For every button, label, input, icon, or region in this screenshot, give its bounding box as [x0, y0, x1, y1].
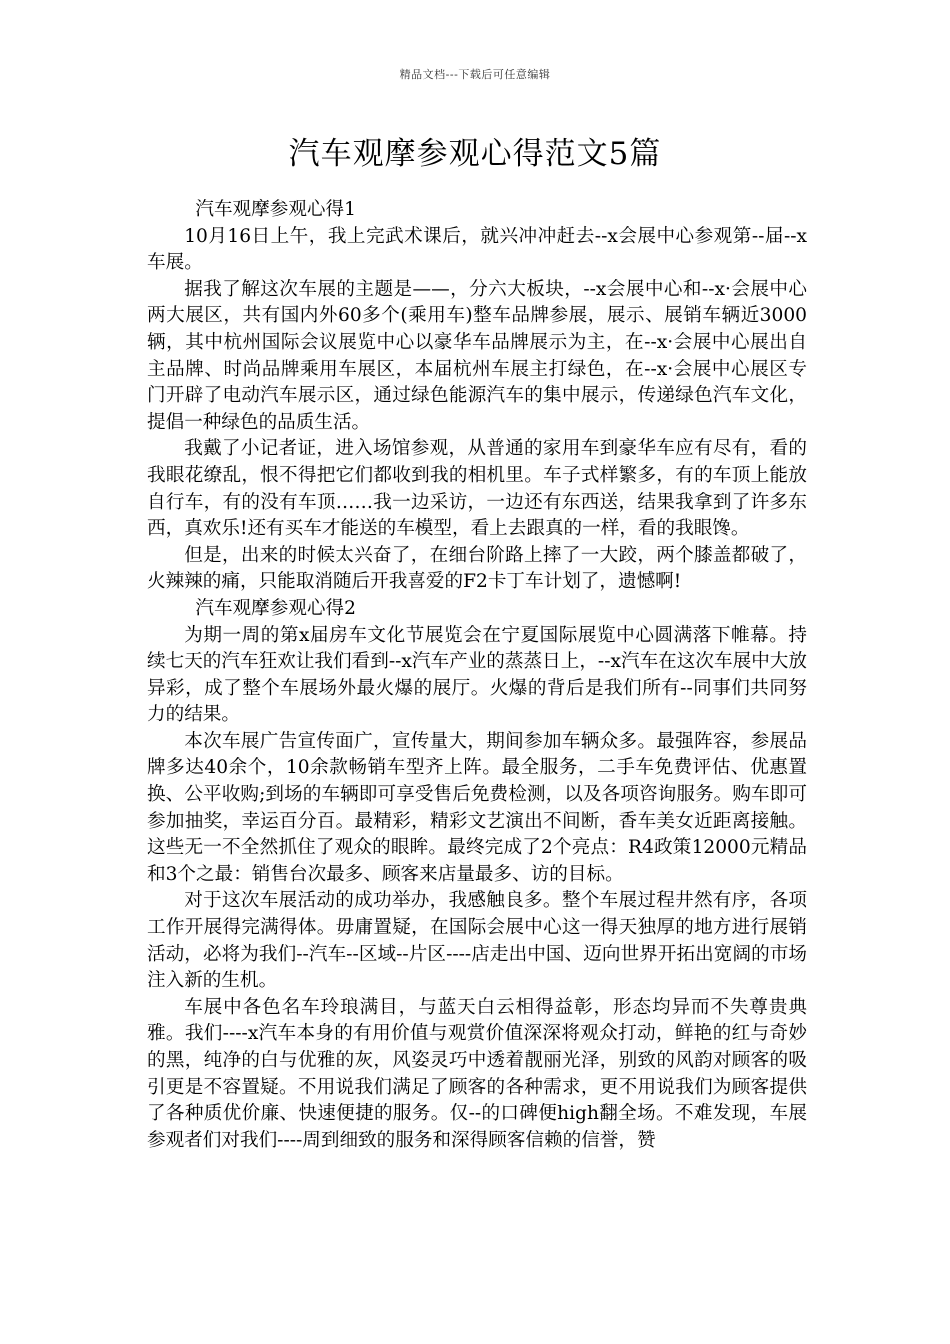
paragraph: 据我了解这次车展的主题是——，分六大板块，--x会展中心和--x·会展中心两大展区，共有国内外60多个(乘用车)整车品牌参展，展示、展销车辆近3000辆，其中杭州国际会议展览中心以豪华车品牌展示为主，在--x·会展中心展出自主品牌、时尚品牌乘用车展区，本届杭州车展主打绿色，在--x·会展中心展区专门开辟了电动汽车展示区，通过绿色能源汽车的集中展示，传递绿色汽车文化，提倡一种绿色的品质生活。	[147, 278, 807, 433]
paragraph: 我戴了小记者证，进入场馆参观，从普通的家用车到豪华车应有尽有，看的我眼花缭乱，恨不得把它们都收到我的相机里。车子式样繁多，有的车顶上能放自行车，有的没有车顶……我一边采访，一边还有东西送，结果我拿到了许多东西，真欢乐!还有买车才能送的车模型，看上去跟真的一样，看的我眼馋。	[147, 438, 807, 540]
paragraph: 本次车展广告宣传面广，宣传量大，期间参加车辆众多。最强阵容，参展品牌多达40余个，10余款畅销车型齐上阵。最全服务，二手车免费评估、优惠置换、公平收购;到场的车辆即可享受售后免费检测，以及各项咨询服务。购车即可参加抽奖，幸运百分百。最精彩，精彩文艺演出不间断，香车美女近距离接触。这些无一不全然抓住了观众的眼眸。最终完成了2个亮点：R4政策12000元精品和3个之最：销售台次最多、顾客来店量最多、访的目标。	[147, 730, 807, 885]
paragraph: 为期一周的第x届房车文化节展览会在宁夏国际展览中心圆满落下帷幕。持续七天的汽车狂欢让我们看到--x汽车产业的蒸蒸日上，--x汽车在这次车展中大放异彩，成了整个车展场外最火爆的展厅。火爆的背后是我们所有--同事们共同努力的结果。	[147, 624, 807, 726]
section-heading-1: 汽车观摩参观心得1	[195, 199, 356, 220]
document-body	[147, 197, 807, 1154]
paragraph: 但是，出来的时候太兴奋了，在细台阶路上摔了一大跤，两个膝盖都破了，火辣辣的痛，只能取消随后开我喜爱的F2卡丁车计划了，遗憾啊!	[147, 544, 807, 593]
paragraph: 车展中各色名车玲琅满目，与蓝天白云相得益彰，形态均异而不失尊贵典雅。我们----x汽车本身的有用价值与观赏价值深深将观众打动，鲜艳的红与奇妙的黑，纯净的白与优雅的灰，风姿灵巧中透着靓丽光泽，别致的风韵对顾客的吸引更是不容置疑。不用说我们满足了顾客的各种需求，更不用说我们为顾客提供了各种质优价廉、快速便捷的服务。仅--的口碑便high翻全场。不难发现，车展参观者们对我们----周到细致的服务和深得顾客信赖的信誉，赞	[147, 996, 807, 1151]
section-heading-2: 汽车观摩参观心得2	[195, 597, 356, 619]
paragraph: 对于这次车展活动的成功举办，我感触良多。整个车展过程井然有序，各项工作开展得完满得体。毋庸置疑，在国际会展中心这一得天独厚的地方进行展销活动，必将为我们--汽车--区域--片区----店走出中国、迈向世界开拓出宽阔的市场注入新的生机。	[147, 890, 807, 992]
page-header: 精品文档---下载后可任意编辑	[399, 68, 551, 81]
paragraph: 10月16日上午，我上完武术课后，就兴冲冲赶去--x会展中心参观第--届--x车展。	[147, 225, 807, 274]
document-title: 汽车观摩参观心得范文5篇	[288, 136, 662, 172]
